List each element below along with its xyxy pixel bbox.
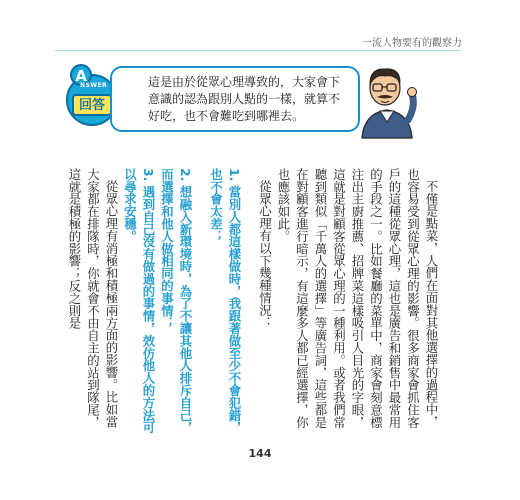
list-item-1: 1. 當別人都這樣做時，我跟著做至少不會犯錯，也不會太差； [208,168,242,434]
body-text [67,168,440,438]
cartoon-man-illustration [352,58,422,138]
answer-callout [110,66,360,132]
badge-chinese-label: 回答 [72,94,112,116]
badge-letter: A [70,64,92,86]
list-item-3: 3. 遇到自己沒有做過的事情，效仿他人的方法可以尋求安穩。 [122,168,156,434]
running-header: 一流人物要有的觀察力 [362,38,462,49]
list-item-2: 2. 想融入新環境時，為了不讓其他人排斥自己，而選擇和他人做相同的事情； [159,168,193,434]
badge-english-label: NSWER [80,82,108,89]
body-paragraph-1: 不僅是點菜，人們在面對其他選擇的過程中，也容易受到從眾心理的影響。很多商家會抓住客戶的這種從眾心理，這也是廣告和銷售中最常用的手段之一。比如餐廳的菜單中，商家會刻意標注出主廚推薦、招牌菜這樣吸引人目光的字眼，這就是對顧客從眾心理的一種利用。或者我們常聽到類似「千萬人的選擇」等廣告詞，這些都是在對顧客進行暗示，有這麼多人都已經選擇，你也應該如此。 [276,168,439,429]
page-number: 144 [248,447,272,460]
body-paragraph-3: 從眾心理有消極和積極兩方面的影響。比如當大家都在排隊時，你就會不由自主的站到隊尾，這就是積極的影響；反之則是 [67,168,119,429]
body-paragraph-2: 從眾心理有以下幾種情況： [257,180,273,330]
header-divider [55,50,460,51]
answer-text: 這是由於從眾心理導致的，大家會下意識的認為跟別人點的一樣，就算不好吃，也不會難吃到哪裡去。 [148,75,341,123]
